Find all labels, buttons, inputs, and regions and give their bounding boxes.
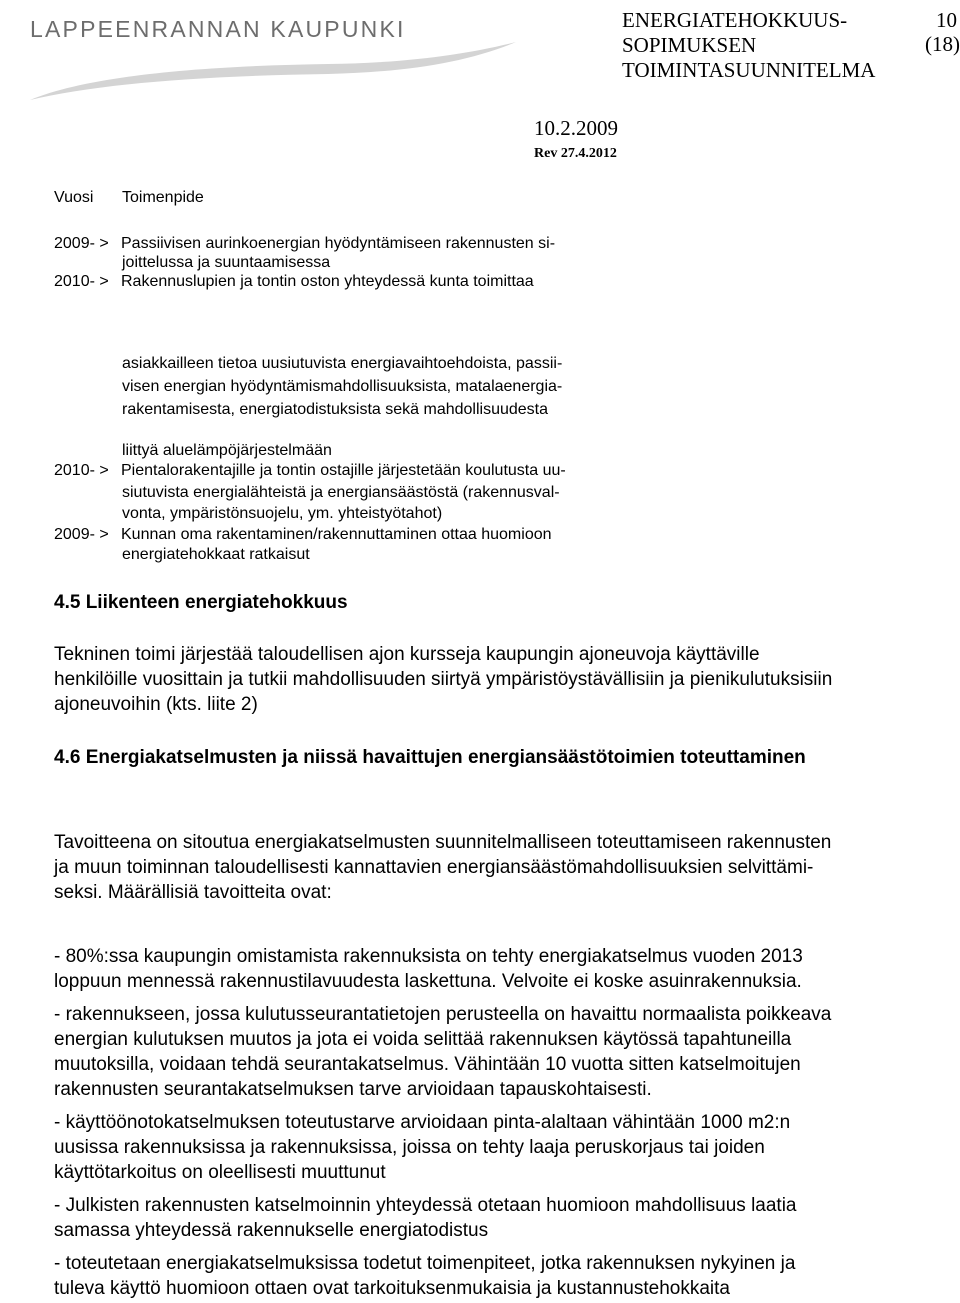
paragraph-line: Tavoitteena on sitoutua energiakatselmusten suunnitelmalliseen toteuttamiseen rakennusten xyxy=(54,832,832,853)
paragraph-line: ajoneuvoihin (kts. liite 2) xyxy=(54,694,258,715)
document-title-line: TOIMINTASUUNNITELMA xyxy=(622,58,876,82)
paragraph-line: henkilöille vuosittain ja tutkii mahdollisuuden siirtyä ympäristöystävällisiin ja pienikulutuksisiin xyxy=(54,669,833,690)
row-text: rakentamisesta, energiatodistuksista sekä mahdollisuudesta xyxy=(122,401,549,418)
section-heading: 4.6 Energiakatselmusten ja niissä havaittujen energiansäästötoimien toteuttaminen xyxy=(54,747,806,768)
document-title-line: SOPIMUKSEN xyxy=(622,33,757,57)
list-item: uusissa rakennuksissa ja rakennuksissa, joissa on tehty laaja peruskorjaus tai joiden xyxy=(54,1137,765,1158)
document-date: 10.2.2009 xyxy=(534,116,618,140)
revision-label: Rev 27.4.2012 xyxy=(534,146,617,161)
row-year: 2010- > xyxy=(54,462,109,479)
table-row xyxy=(54,524,552,545)
row-text: liittyä aluelämpöjärjestelmään xyxy=(122,442,332,459)
row-text: Passiivisen aurinkoenergian hyödyntämiseen rakennusten si- xyxy=(121,235,556,252)
row-text: visen energian hyödyntämismahdollisuuksista, matalaenergia- xyxy=(122,378,563,395)
list-item: - käyttöönotokatselmuksen toteutustarve arvioidaan pinta-alaltaan vähintään 1000 m2:n xyxy=(54,1112,791,1133)
list-item: käyttötarkoitus on oleellisesti muuttunut xyxy=(54,1162,386,1183)
row-text: Kunnan oma rakentaminen/rakennuttaminen ottaa huomioon xyxy=(121,526,552,543)
row-year: 2010- > xyxy=(54,273,109,290)
paragraph-line: seksi. Määrällisiä tavoitteita ovat: xyxy=(54,882,332,903)
list-item: loppuun mennessä rakennustilavuudesta laskettuna. Velvoite ei koske asuinrakennuksia. xyxy=(54,971,802,992)
row-text: Pientalorakentajille ja tontin ostajille järjestetään koulutusta uu- xyxy=(121,462,566,479)
row-year: 2009- > xyxy=(54,235,109,252)
page-number: 10 xyxy=(936,8,957,32)
row-text: siutuvista energialähteistä ja energiansäästöstä (rakennusval- xyxy=(122,484,560,501)
list-item: - toteutetaan energiakatselmuksissa todetut toimenpiteet, jotka rakennuksen nykyinen ja xyxy=(54,1253,796,1274)
list-item: - Julkisten rakennusten katselmoinnin yhteydessä otetaan huomioon mahdollisuus laatia xyxy=(54,1195,797,1216)
row-text: vonta, ympäristönsuojelu, ym. yhteistyötahot) xyxy=(122,505,443,522)
city-logo-swoosh-icon xyxy=(28,40,518,102)
row-year: 2009- > xyxy=(54,526,109,543)
row-text: energiatehokkaat ratkaisut xyxy=(122,546,310,563)
list-item: energian kulutuksen muutos ja jota ei voida selittää rakennuksen käytössä tapahtuneilla xyxy=(54,1029,792,1050)
city-logo-text: LAPPEENRANNAN KAUPUNKI xyxy=(30,16,406,42)
list-item: muutoksilla, voidaan tehdä seurantakatselmus. Vähintään 10 vuotta sitten katselmoitujen xyxy=(54,1054,801,1075)
section-heading: 4.5 Liikenteen energiatehokkuus xyxy=(54,592,348,613)
column-header-action: Toimenpide xyxy=(122,189,204,206)
page-total: (18) xyxy=(925,32,960,56)
list-item: tuleva käyttö huomioon ottaen ovat tarkoituksenmukaisia ja kustannustehokkaita xyxy=(54,1278,730,1299)
column-header-year: Vuosi xyxy=(54,189,94,206)
table-row xyxy=(54,233,555,254)
document-title xyxy=(622,8,875,83)
row-text: asiakkailleen tietoa uusiutuvista energiavaihtoehdoista, passii- xyxy=(122,355,563,372)
list-item: samassa yhteydessä rakennukselle energiatodistus xyxy=(54,1220,489,1241)
table-row xyxy=(54,460,566,481)
list-item: rakennusten seurantakatselmuksen tarve arvioidaan tapauskohtaisesti. xyxy=(54,1079,652,1100)
row-text: Rakennuslupien ja tontin oston yhteydessä kunta toimittaa xyxy=(121,273,534,290)
row-text: joittelussa ja suuntaamisessa xyxy=(122,254,331,271)
list-item: - rakennukseen, jossa kulutusseurantatietojen perusteella on havaittu normaalista poikkeava xyxy=(54,1004,832,1025)
paragraph-line: ja muun toiminnan taloudellisesti kannattavien energiansäästömahdollisuuksien selvittämi- xyxy=(54,857,814,878)
document-title-line: ENERGIATEHOKKUUS- xyxy=(622,8,848,32)
table-row xyxy=(54,271,534,292)
list-item: - 80%:ssa kaupungin omistamista rakennuksista on tehty energiakatselmus vuoden 2013 xyxy=(54,946,803,967)
paragraph-line: Tekninen toimi järjestää taloudellisen ajon kursseja kaupungin ajoneuvoja käyttäville xyxy=(54,644,760,665)
